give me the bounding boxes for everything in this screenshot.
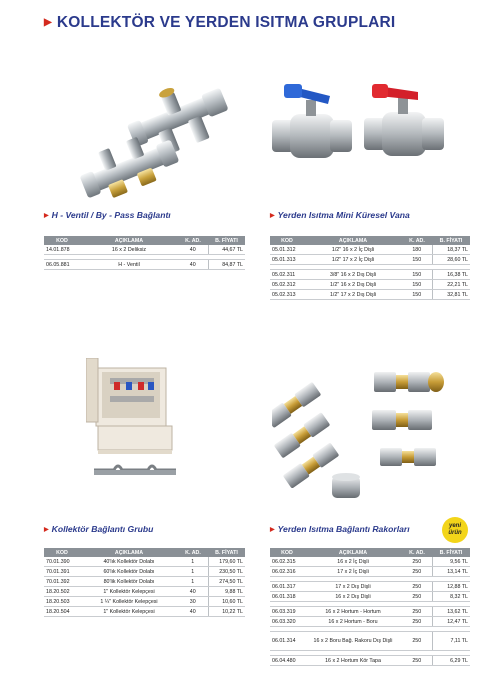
cell-adet: 250 [402,607,432,617]
col-header-aciklama: AÇIKLAMA [80,548,178,557]
cell-adet: 30 [178,597,208,607]
cell-fiyat: 84,87 TL [208,260,245,270]
col-header-adet: K. AD. [178,236,208,245]
cell-kod: 06.04.480 [270,656,304,666]
cell-fiyat: 12,47 TL [432,617,470,627]
table-row [270,255,470,265]
cell-kod: 06.01.314 [270,632,304,651]
cell-kod: 06.05.881 [44,260,80,270]
table-row [270,617,470,627]
badge-line-2: ürün [448,530,462,536]
new-product-badge [442,517,468,543]
col-header-aciklama: AÇIKLAMA [304,548,402,557]
cell-kod: 18.20.503 [44,597,80,607]
cell-aciklama: H - Ventil [80,260,178,270]
col-header-adet: K. AD. [178,548,208,557]
cell-kod: 05.02.311 [270,270,304,280]
col-header-fiyat: B. FİYATI [208,548,245,557]
cell-kod: 06.03.320 [270,617,304,627]
cell-aciklama: 3/8" 16 x 2 Dış Dişli [304,270,402,280]
cell-kod: 70.01.391 [44,567,80,577]
cell-aciklama: 16 x 2 Deliksiz [80,245,178,255]
cell-aciklama: 40'lık Kollektör Dolabı [80,557,178,567]
cell-aciklama: 1" Kollektör Kelepçesi [80,587,178,597]
cell-fiyat: 7,11 TL [432,632,470,651]
h-ventil-table [44,236,245,270]
section-title-text: Yerden Isıtma Mini Küresel Vana [277,210,410,220]
col-header-kod: KOD [44,548,80,557]
cell-adet: 250 [402,656,432,666]
cell-fiyat: 9,56 TL [432,557,470,567]
cell-kod: 70.01.390 [44,557,80,567]
col-header-fiyat: B. FİYATI [432,548,470,557]
cell-fiyat: 6,29 TL [432,656,470,666]
col-header-adet: K. AD. [402,236,432,245]
cell-fiyat: 18,37 TL [432,245,470,255]
cell-adet: 250 [402,582,432,592]
cell-aciklama: 16 x 2 İç Dişli [304,557,402,567]
col-header-adet: K. AD. [402,548,432,557]
cell-aciklama: 16 x 2 Boru Bağ. Rakoru Dış Dişli [304,632,402,651]
cell-kod: 18.20.504 [44,607,80,617]
col-header-aciklama: AÇIKLAMA [304,236,402,245]
cell-aciklama: 16 x 2 Hortum - Boru [304,617,402,627]
cell-fiyat: 13,62 TL [432,607,470,617]
table-row [270,582,470,592]
table-row [44,260,245,270]
cell-kod: 05.01.313 [270,255,304,265]
cell-fiyat: 13,14 TL [432,567,470,577]
section-arrow-icon: ▶ [44,213,49,219]
cell-fiyat: 22,21 TL [432,280,470,290]
cell-fiyat: 44,67 TL [208,245,245,255]
collector-table [44,548,245,617]
table-row [270,592,470,602]
table-row [270,632,470,651]
section-title-mini-valve [270,210,410,220]
cell-aciklama: 1/2" 16 x 2 Dış Dişli [304,280,402,290]
section-title-h-ventil [44,210,171,220]
table-row [270,557,470,567]
cell-adet: 40 [178,607,208,617]
cell-aciklama: 80'lik Kollektör Dolabı [80,577,178,587]
mini-valve-image [268,82,463,177]
cell-kod: 06.02.315 [270,557,304,567]
cell-kod: 06.01.317 [270,582,304,592]
h-ventil-image [60,78,250,203]
table-row [270,280,470,290]
cell-adet: 150 [402,270,432,280]
cell-aciklama: 60'lık Kollektör Dolabı [80,567,178,577]
cell-fiyat: 12,88 TL [432,582,470,592]
table-row [270,656,470,666]
table-row [44,577,245,587]
cell-fiyat: 10,22 TL [208,607,245,617]
cell-fiyat: 179,60 TL [208,557,245,567]
table-row [270,567,470,577]
section-arrow-icon: ▶ [270,213,275,219]
col-header-kod: KOD [44,236,80,245]
cell-adet: 250 [402,632,432,651]
table-row [44,587,245,597]
cell-kod: 05.02.313 [270,290,304,300]
cell-aciklama: 17 x 2 Dış Dişli [304,582,402,592]
table-row [270,245,470,255]
section-title-text: Yerden Isıtma Bağlantı Rakorları [277,524,410,534]
cell-aciklama: 1 ¼" Kollektör Kelepçesi [80,597,178,607]
cell-adet: 150 [402,280,432,290]
cell-fiyat: 9,88 TL [208,587,245,597]
cell-aciklama: 17 x 2 İç Dişli [304,567,402,577]
cell-fiyat: 28,60 TL [432,255,470,265]
col-header-kod: KOD [270,236,304,245]
section-title-collector [44,524,153,534]
collector-box-image [86,358,191,488]
cell-kod: 06.01.318 [270,592,304,602]
table-row [44,607,245,617]
cell-aciklama: 1" Kollektör Kelepçesi [80,607,178,617]
cell-aciklama: 16 x 2 Dış Dişli [304,592,402,602]
cell-kod: 05.01.312 [270,245,304,255]
title-arrow-icon: ▶ [44,17,52,28]
cell-fiyat: 274,50 TL [208,577,245,587]
cell-adet: 40 [178,260,208,270]
cell-fiyat: 32,81 TL [432,290,470,300]
cell-aciklama: 1/2" 16 x 2 İç Dişli [304,245,402,255]
mini-valve-table [270,236,470,300]
cell-adet: 250 [402,557,432,567]
table-row [270,270,470,280]
cell-adet: 250 [402,567,432,577]
cell-kod: 70.01.392 [44,577,80,587]
col-header-kod: KOD [270,548,304,557]
cell-fiyat: 10,60 TL [208,597,245,607]
table-row [44,567,245,577]
cell-adet: 40 [178,245,208,255]
page-title-text: KOLLEKTÖR VE YERDEN ISITMA GRUPLARI [56,14,396,31]
cell-aciklama: 1/2" 17 x 2 İç Dişli [304,255,402,265]
cell-kod: 05.02.312 [270,280,304,290]
col-header-fiyat: B. FİYATI [432,236,470,245]
table-row [44,597,245,607]
section-title-fittings [270,524,410,534]
table-row [44,245,245,255]
cell-kod: 06.02.316 [270,567,304,577]
cell-aciklama: 16 x 2 Hortum Kör Tapa [304,656,402,666]
cell-adet: 1 [178,557,208,567]
cell-fiyat: 16,38 TL [432,270,470,280]
cell-adet: 150 [402,290,432,300]
cell-adet: 150 [402,255,432,265]
section-arrow-icon: ▶ [44,527,49,533]
section-title-text: Kollektör Bağlantı Grubu [51,524,154,534]
table-row [270,607,470,617]
fittings-image [272,364,472,504]
cell-kod: 14.01.878 [44,245,80,255]
cell-adet: 250 [402,617,432,627]
col-header-aciklama: AÇIKLAMA [80,236,178,245]
col-header-fiyat: B. FİYATI [208,236,245,245]
badge-line-1: yeni [448,523,461,529]
cell-fiyat: 230,50 TL [208,567,245,577]
cell-adet: 250 [402,592,432,602]
section-title-text: H - Ventil / By - Pass Bağlantı [51,210,171,220]
cell-kod: 06.03.319 [270,607,304,617]
cell-adet: 180 [402,245,432,255]
table-row [270,290,470,300]
cell-adet: 40 [178,587,208,597]
cell-aciklama: 1/2" 17 x 2 Dış Dişli [304,290,402,300]
cell-adet: 1 [178,577,208,587]
section-arrow-icon: ▶ [270,527,275,533]
fittings-table [270,548,470,666]
page-title [44,14,395,32]
cell-fiyat: 8,32 TL [432,592,470,602]
cell-adet: 1 [178,567,208,577]
table-row [44,557,245,567]
cell-aciklama: 16 x 2 Hortum - Hortum [304,607,402,617]
cell-kod: 18.20.502 [44,587,80,597]
